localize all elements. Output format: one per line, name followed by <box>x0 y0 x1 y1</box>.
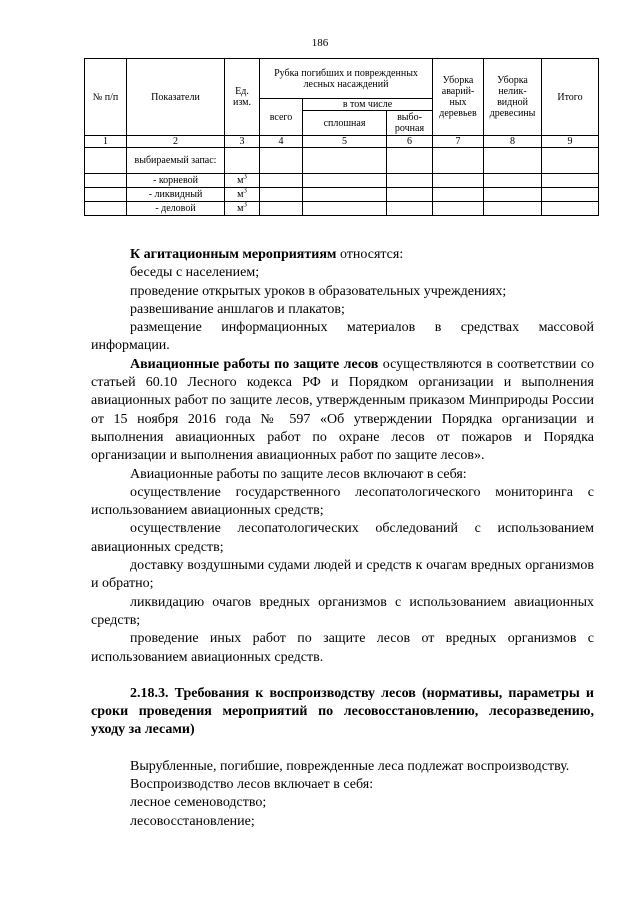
header-emergency: Уборка аварий-ных деревьев <box>433 59 484 136</box>
paragraph: доставку воздушными судами людей и средств к очагам вредных организмов и обратно; <box>91 558 594 592</box>
row-unit: $м^3$ <box>225 188 260 202</box>
col-number: 4 <box>260 136 303 148</box>
header-including: в том числе <box>303 99 433 111</box>
header-indicator: Показатели <box>127 59 225 136</box>
paragraph: осуществление государственного лесопатологического мониторинга с использованием авиационных средств; <box>91 484 594 519</box>
col-number: 3 <box>225 136 260 148</box>
table-row <box>85 202 599 216</box>
paragraph: Авиационные работы по защите лесов включают в себя: <box>130 466 467 482</box>
paragraph: проведение открытых уроков в образовательных учреждениях; <box>130 283 507 299</box>
table-row <box>85 148 599 174</box>
col-number: 7 <box>433 136 484 148</box>
col-number: 1 <box>85 136 127 148</box>
paragraph: Воспроизводство лесов включает в себя: <box>130 777 374 793</box>
header-nonliquid: Уборка нелик-видной древесины <box>484 59 542 136</box>
table-row <box>85 174 599 188</box>
page-number: 186 <box>311 37 329 49</box>
paragraph: проведение иных работ по защите лесов от вредных организмов с использованием авиационных средств. <box>91 631 594 665</box>
header-selective: выбо-рочная <box>387 111 433 136</box>
col-number: 8 <box>484 136 542 148</box>
table-row <box>85 188 599 202</box>
paragraph: лесное семеноводство; <box>130 795 267 811</box>
row-unit: $м^3$ <box>225 202 260 216</box>
section-heading: 2.18.3. Требования к воспроизводству лесов (нормативы, параметры и сроки проведения мероприятий по лесовосстановлению, лесоразведению, уходу за лесами) <box>91 685 594 738</box>
paragraph: К агитационным мероприятиям относятся: <box>130 247 404 262</box>
paragraph: лесовосстановление; <box>130 813 255 829</box>
felling-table <box>84 58 599 216</box>
header-total: всего <box>260 99 303 136</box>
column-numbers-row <box>85 136 599 148</box>
header-felling: Рубка погибших и поврежденных лесных насаждений <box>260 59 433 99</box>
document-body <box>91 246 594 831</box>
row-label: - деловой <box>127 202 225 216</box>
row-label: - корневой <box>127 174 225 188</box>
paragraph: Вырубленные, погибшие, поврежденные леса подлежат воспроизводству. <box>130 758 570 774</box>
row-unit <box>225 148 260 174</box>
header-sum: Итого <box>542 59 599 136</box>
col-number: 2 <box>127 136 225 148</box>
bold-term: Авиационные работы по защите лесов <box>130 356 379 372</box>
row-label: - ликвидный <box>127 188 225 202</box>
bold-term: К агитационным мероприятиям <box>130 247 337 262</box>
paragraph: Авиационные работы по защите лесов осуществляются в соответствии со статьей 60.10 Лесного кодекса РФ и Порядком организации и выполнения авиационных работ по защите лесов, утвержденным приказом Минприроды России от 15 ноября 2016 года № 597 «Об утверждении Порядка организации и выполнения авиационных работ по охране лесов от пожаров и Порядка организации и выполнения авиационных работ по защите лесов». <box>91 356 594 464</box>
paragraph: развешивание аншлагов и плакатов; <box>130 301 345 317</box>
row-unit: $м^3$ <box>225 174 260 188</box>
col-number: 6 <box>387 136 433 148</box>
paragraph: размещение информационных материалов в средствах массовой информации. <box>91 320 594 354</box>
header-num: № п/п <box>85 59 127 136</box>
col-number: 5 <box>303 136 387 148</box>
paragraph: беседы с населением; <box>130 265 260 281</box>
col-number: 9 <box>542 136 599 148</box>
paragraph: ликвидацию очагов вредных организмов с использованием авиационных средств; <box>91 594 594 628</box>
header-clear: сплошная <box>303 111 387 136</box>
header-unit: Ед. изм. <box>225 59 260 136</box>
paragraph: осуществление лесопатологических обследований с использованием авиационных средств; <box>91 521 594 555</box>
row-label: выбираемый запас: <box>127 148 225 174</box>
